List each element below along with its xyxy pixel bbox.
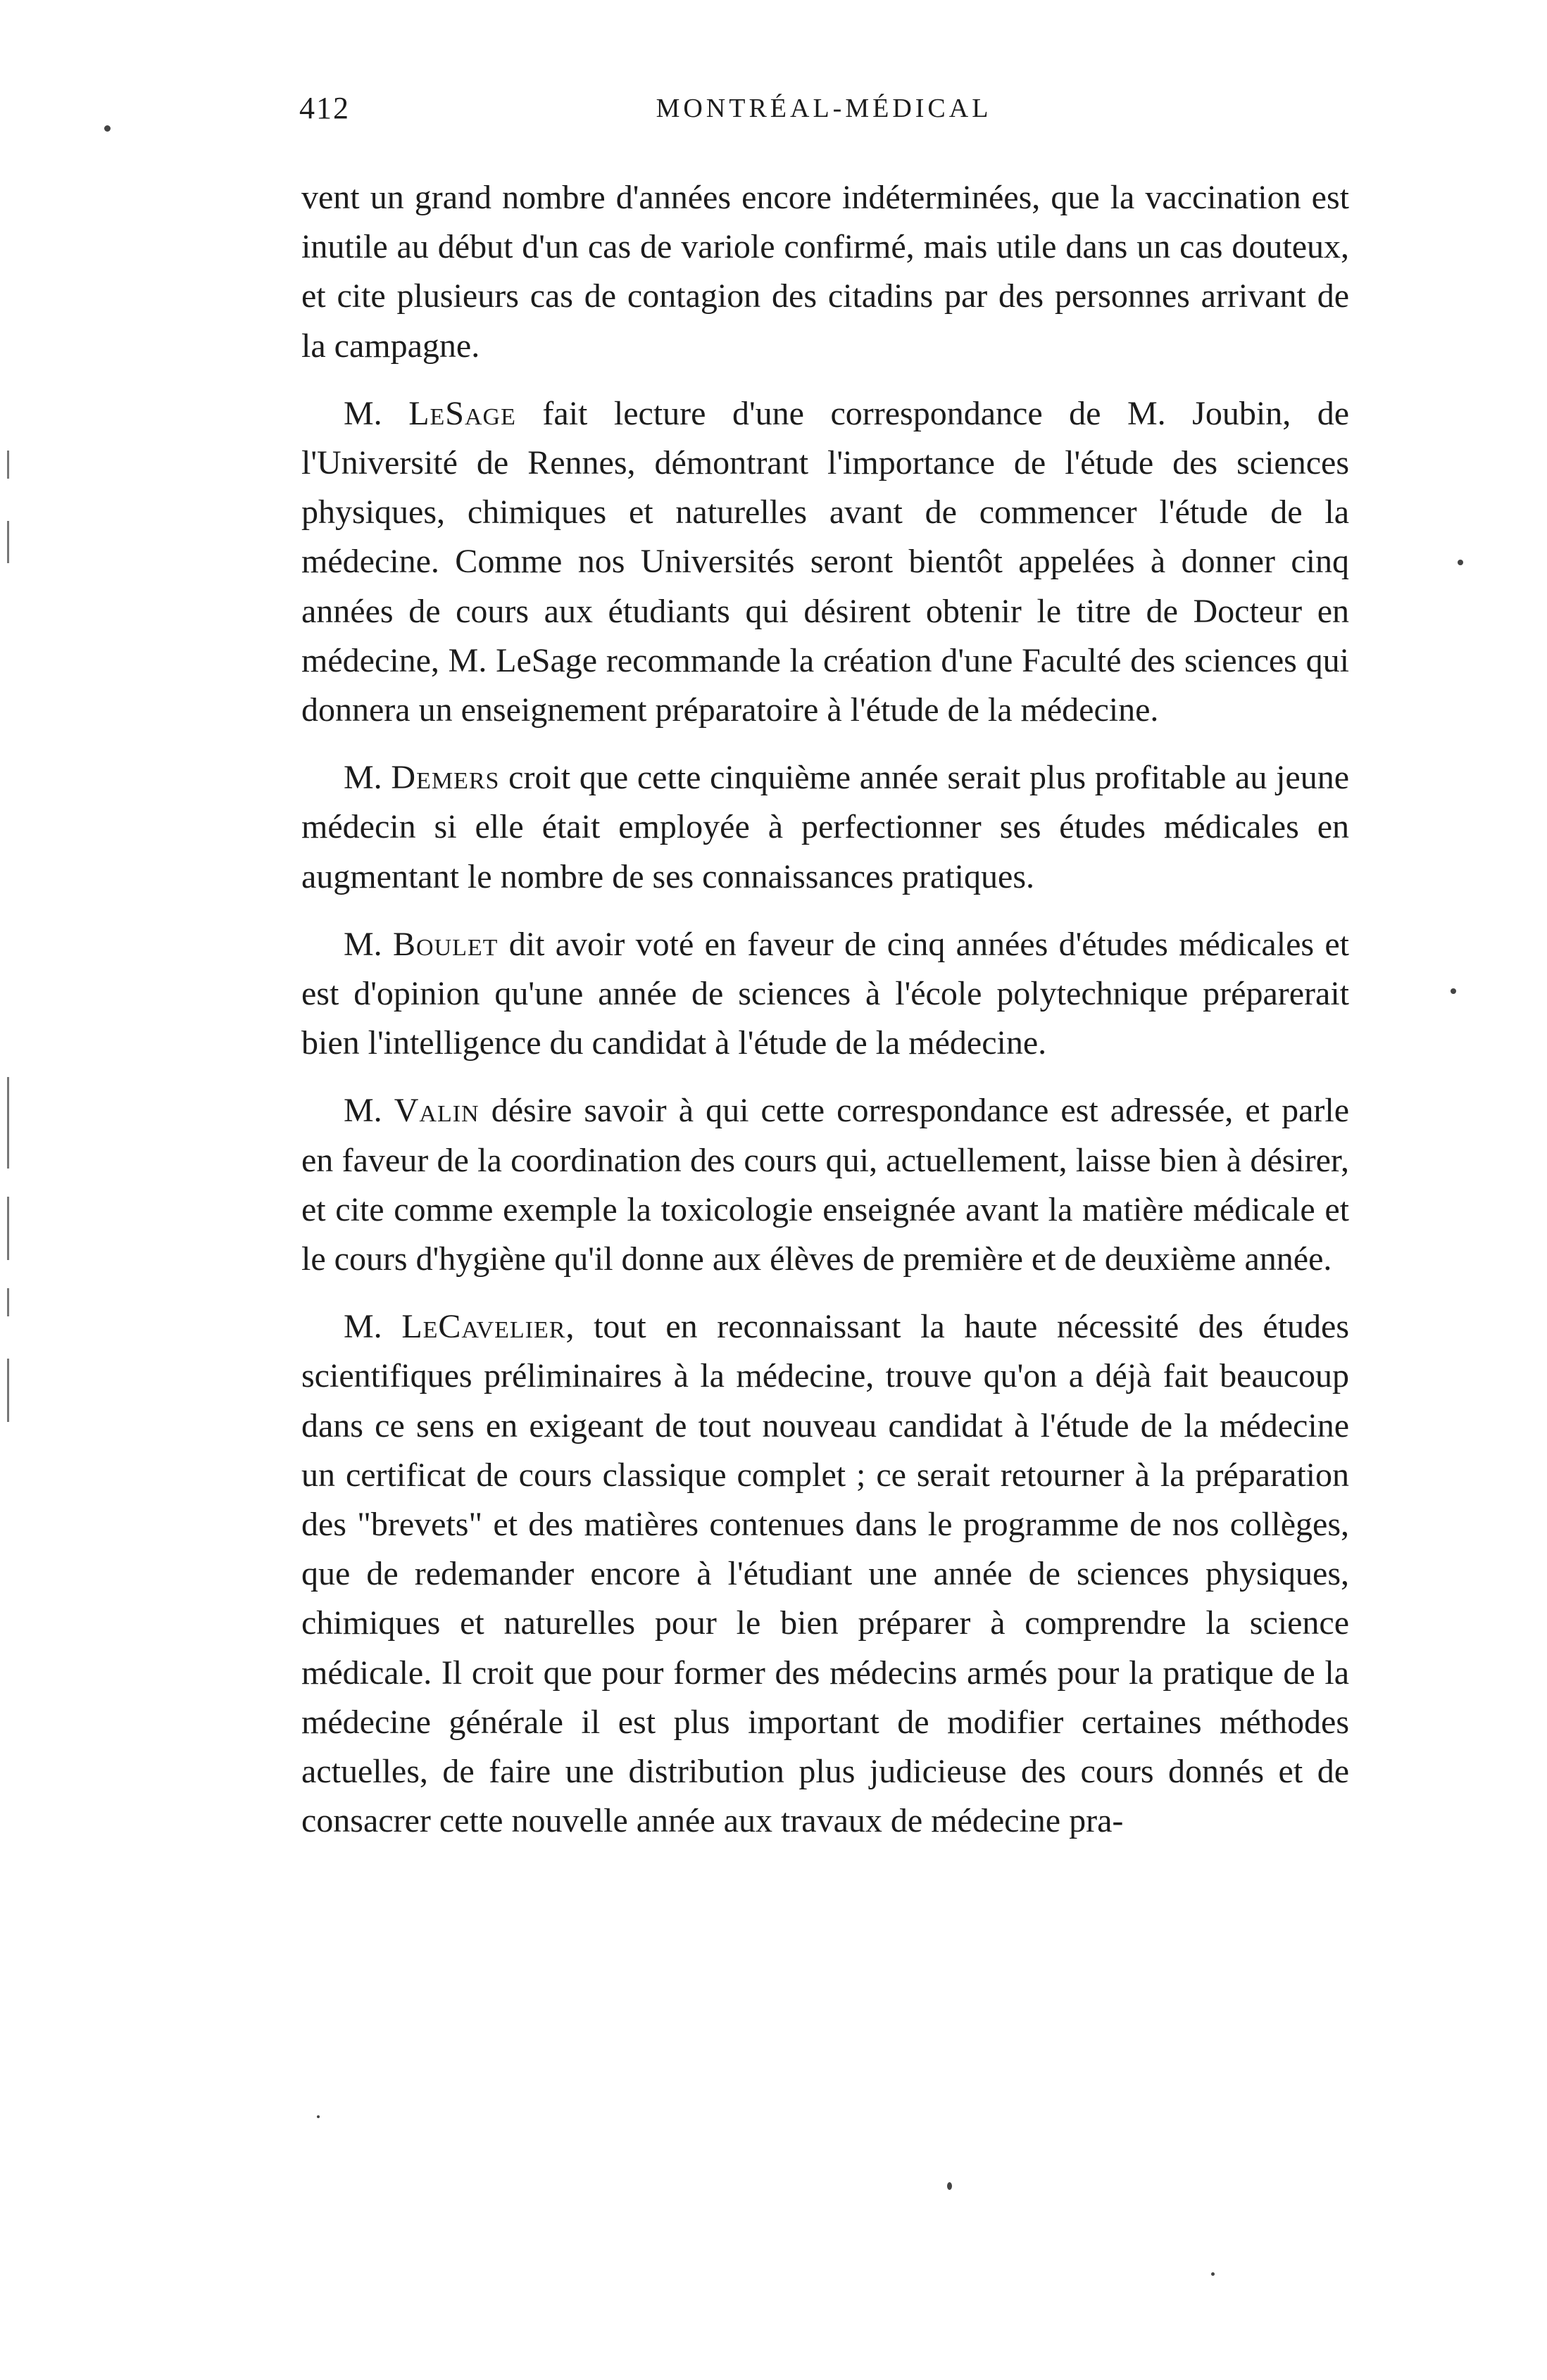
scan-margin-mark — [7, 1077, 9, 1169]
paragraph-boulet — [301, 920, 1349, 1069]
paragraph-valin — [301, 1086, 1349, 1284]
paragraph-text: , tout en reconnaissant la haute nécessité des études scientifiques préliminaires à la médecine, trouve qu'on a déjà fait beaucoup dans ce sens en exigeant de tout nouveau candidat à l'étude de la médecine un certificat de cours classique complet ; ce serait retourner à la préparation des "brevets" et des matières contenues dans le programme de nos collèges, que de redemander encore à l'étudiant une année de sciences physiques, chimiques et naturelles pour le bien préparer à comprendre la science médicale. Il croit que pour former des médecins armés pour la pratique de la médecine générale il est plus important de modifier certaines méthodes actuelles, de faire une distribution plus judicieuse des cours donnés et de consacrer cette nouvelle année aux travaux de médecine pra- — [301, 1308, 1350, 1840]
scan-speck — [1458, 560, 1463, 565]
scan-speck — [1451, 988, 1456, 994]
speaker-name: Demers — [391, 759, 500, 797]
paragraph-text: dit avoir voté en faveur de cinq années d'études médicales et est d'opinion qu'une année de sciences à l'école polytechnique préparerait bien l'intelligence du candidat à l'étude de la médecine. — [301, 925, 1350, 1062]
speaker-title: M. — [344, 1308, 382, 1346]
speaker-title: M. — [344, 394, 382, 432]
paragraph-lecavelier — [301, 1302, 1349, 1846]
speaker-title: M. — [344, 1092, 382, 1130]
speaker-name: Valin — [394, 1092, 480, 1130]
running-title: MONTRÉAL-MÉDICAL — [656, 94, 992, 123]
scan-margin-mark — [7, 1359, 9, 1422]
scan-speck — [317, 2115, 320, 2118]
speaker-name: LeCavelier — [401, 1308, 566, 1346]
paragraph-text: fait lecture d'une correspondance de M. Joubin, de l'Université de Rennes, démontrant l'importance de l'étude des sciences physiques, chimiques et naturelles avant de commencer l'étude de la médecine. Comme nos Universités seront bientôt appelées à donner cinq années de cours aux étudiants qui désirent obtenir le titre de Docteur en médecine, M. LeSage recommande la création d'une Faculté des sciences qui donnera un enseignement préparatoire à l'étude de la médecine. — [301, 394, 1350, 729]
scan-speck — [104, 125, 111, 132]
paragraph-text: désire savoir à qui cette correspondance est adressée, et parle en faveur de la coordination des cours qui, actuellement, laisse bien à désirer, et cite comme exemple la toxicologie enseignée avant la matière médicale et le cours d'hygiène qu'il donne aux élèves de première et de deuxième année. — [301, 1092, 1350, 1278]
paragraph-demers — [301, 753, 1349, 902]
scan-margin-mark — [7, 521, 9, 563]
scan-speck — [1211, 2272, 1215, 2276]
paragraph-lesage — [301, 389, 1349, 735]
scan-margin-mark — [7, 1197, 9, 1260]
speaker-title: M. — [344, 759, 382, 797]
scan-speck — [947, 2182, 952, 2190]
scan-margin-mark — [7, 1288, 9, 1316]
scan-margin-mark — [7, 451, 9, 479]
paragraph-vaccination — [301, 173, 1349, 371]
page-header — [299, 90, 1348, 132]
speaker-name: LeSage — [408, 394, 516, 432]
speaker-title: M. — [344, 925, 382, 963]
paragraph-text: vent un grand nombre d'années encore indéterminées, que la vaccination est inutile au début d'un cas de variole confirmé, mais utile dans un cas douteux, et cite plusieurs cas de contagion des citadins par des personnes arrivant de la campagne. — [301, 179, 1349, 365]
page-number: 412 — [299, 91, 350, 125]
paragraph-text: croit que cette cinquième année serait plus profitable au jeune médecin si elle était employée à perfectionner ses études médicales en augmentant le nombre de ses connaissances pratiques. — [301, 759, 1350, 895]
speaker-name: Boulet — [393, 925, 499, 963]
body-text — [301, 173, 1349, 1846]
